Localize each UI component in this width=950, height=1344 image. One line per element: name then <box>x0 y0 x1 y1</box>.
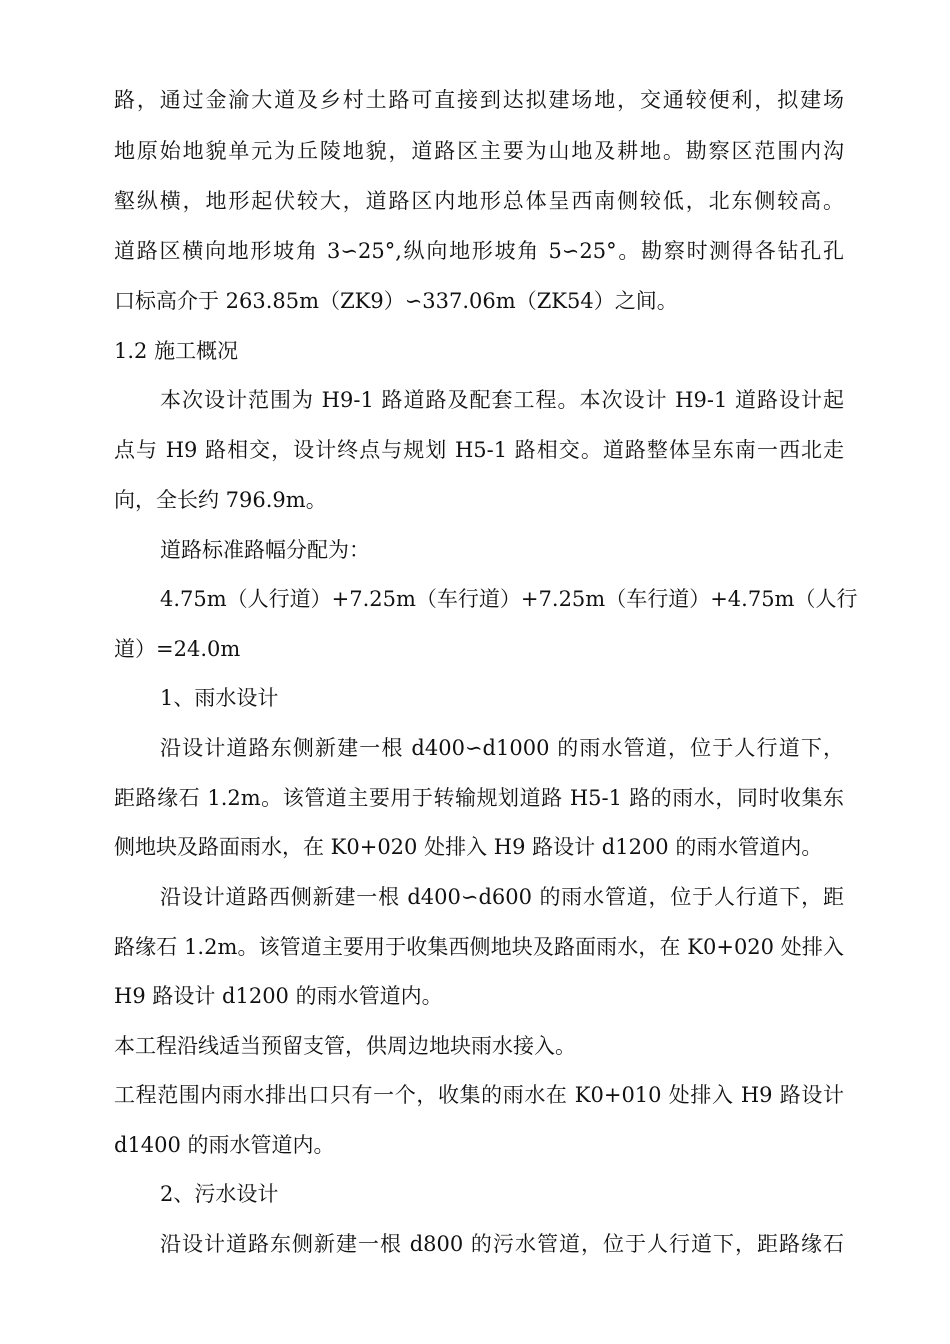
paragraph-line: 道路标准路幅分配为： <box>160 538 370 562</box>
paragraph-line: 点与 H9 路相交，设计终点与规划 H5-1 路相交。道路整体呈东南一西北走 <box>114 438 844 462</box>
subsection-heading: 1、雨水设计 <box>160 686 279 710</box>
paragraph-line: 沿设计道路东侧新建一根 d800 的污水管道，位于人行道下，距路缘石 <box>160 1232 844 1256</box>
paragraph-line: 路缘石 1.2m。该管道主要用于收集西侧地块及路面雨水，在 K0+020 处排入 <box>114 935 844 959</box>
paragraph-line: 沿设计道路东侧新建一根 d400∽d1000 的雨水管道，位于人行道下， <box>160 736 844 760</box>
paragraph-line: 侧地块及路面雨水，在 K0+020 处排入 H9 路设计 d1200 的雨水管道内。 <box>114 835 823 859</box>
paragraph-line: 路，通过金渝大道及乡村土路可直接到达拟建场地，交通较便利，拟建场 <box>114 88 844 112</box>
paragraph-line: 壑纵横，地形起伏较大，道路区内地形总体呈西南侧较低，北东侧较高。 <box>114 189 844 213</box>
paragraph-line: d1400 的雨水管道内。 <box>114 1133 335 1157</box>
section-heading: 1.2 施工概况 <box>114 339 239 363</box>
paragraph-line: 道）=24.0m <box>114 637 241 661</box>
subsection-heading: 2、污水设计 <box>160 1182 279 1206</box>
paragraph-line: 本工程沿线适当预留支管，供周边地块雨水接入。 <box>114 1034 576 1058</box>
paragraph-line: 沿设计道路西侧新建一根 d400∽d600 的雨水管道，位于人行道下，距 <box>160 885 844 909</box>
paragraph-line: 距路缘石 1.2m。该管道主要用于转输规划道路 H5-1 路的雨水，同时收集东 <box>114 786 844 810</box>
paragraph-line: 口标高介于 263.85m（ZK9）∽337.06m（ZK54）之间。 <box>114 289 678 313</box>
paragraph-line: 4.75m（人行道）+7.25m（车行道）+7.25m（车行道）+4.75m（人行 <box>160 587 858 611</box>
paragraph-line: 地原始地貌单元为丘陵地貌，道路区主要为山地及耕地。勘察区范围内沟 <box>114 139 844 163</box>
paragraph-line: 道路区横向地形坡角 3∽25°,纵向地形坡角 5∽25°。勘察时测得各钻孔孔 <box>114 239 844 263</box>
paragraph-line: 向，全长约 796.9m。 <box>114 488 327 512</box>
paragraph-line: 工程范围内雨水排出口只有一个，收集的雨水在 K0+010 处排入 H9 路设计 <box>114 1083 844 1107</box>
paragraph-line: 本次设计范围为 H9-1 路道路及配套工程。本次设计 H9-1 道路设计起 <box>160 388 844 412</box>
paragraph-line: H9 路设计 d1200 的雨水管道内。 <box>114 984 443 1008</box>
